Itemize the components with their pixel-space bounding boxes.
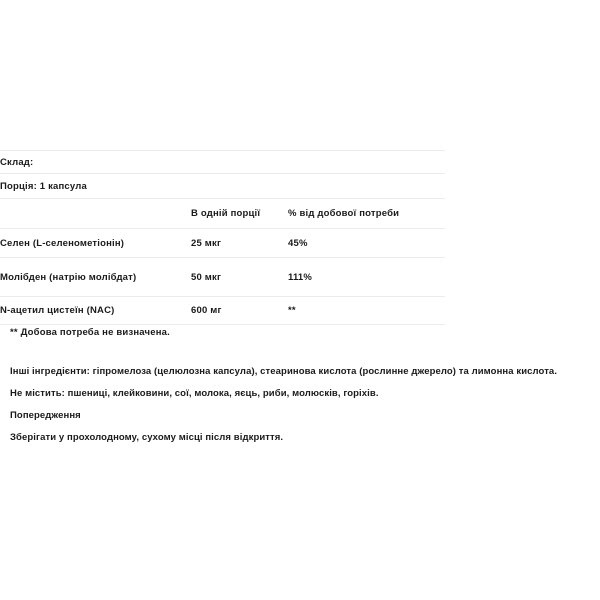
allergen-free-text: Не містить: пшениці, клейковини, сої, молока, яєць, риби, молюсків, горіхів. xyxy=(10,388,379,399)
spacer-cell xyxy=(288,151,445,174)
table-row xyxy=(0,297,445,325)
table-row xyxy=(0,229,445,258)
column-header-name xyxy=(0,199,191,229)
spacer-cell xyxy=(288,174,445,199)
table-header-row xyxy=(0,199,445,229)
serving-size-label: Порція: 1 капсула xyxy=(0,180,87,192)
nutrient-daily-value: 45% xyxy=(288,237,308,249)
nutrient-daily-value: ** xyxy=(288,305,296,316)
spacer-cell xyxy=(191,174,288,199)
table-bottom-rule xyxy=(0,325,445,326)
warning-heading: Попередження xyxy=(10,410,81,421)
nutrient-daily-value: 111% xyxy=(288,271,313,283)
other-ingredients-text: Інші інгредієнти: гіпромелоза (целюлозна капсула), стеаринова кислота (рослинне джерело) та лимонна кислота. xyxy=(10,366,558,377)
spacer-cell xyxy=(191,151,288,174)
panel-title: Склад: xyxy=(0,156,34,168)
table-row-title xyxy=(0,151,445,174)
daily-value-footnote: ** Добова потреба не визначена. xyxy=(10,327,170,338)
nutrient-name: Молібден (натрію молібдат) xyxy=(0,271,137,283)
nutrient-amount: 50 мкг xyxy=(191,271,222,283)
column-header-amount: В одній порції xyxy=(191,208,261,219)
supplement-facts-table xyxy=(0,150,445,325)
nutrient-amount: 25 мкг xyxy=(191,237,222,249)
storage-instructions-text: Зберігати у прохолодному, сухому місці після відкриття. xyxy=(10,432,284,443)
column-header-daily-value: % від добової потреби xyxy=(288,208,400,219)
nutrient-amount: 600 мг xyxy=(191,305,222,316)
table-row-serving xyxy=(0,174,445,199)
nutrient-name: N-ацетил цистеїн (NAC) xyxy=(0,305,115,316)
nutrient-name: Селен (L-селенометіонін) xyxy=(0,237,125,249)
table-row xyxy=(0,258,445,297)
